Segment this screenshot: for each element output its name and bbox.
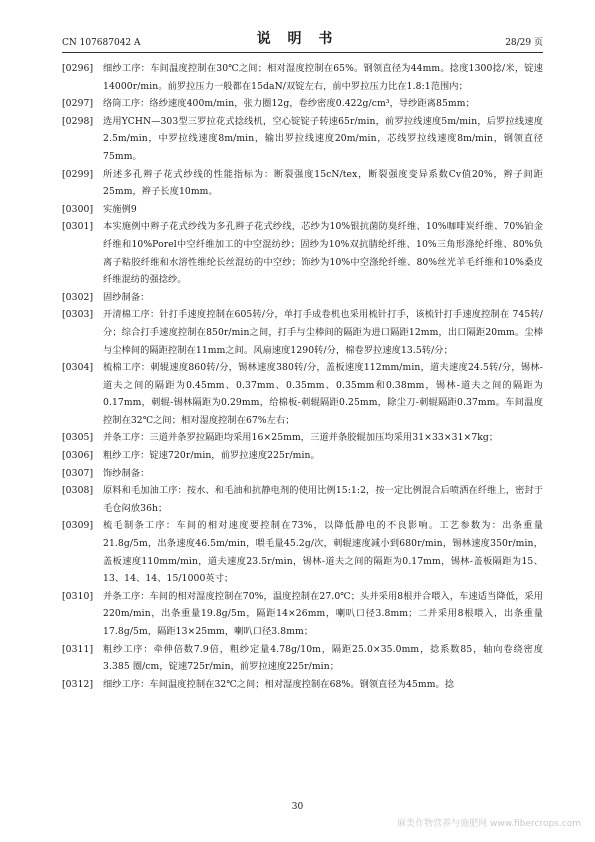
paragraph-text: 并条工序：三道并条罗拉隔距均采用16×25mm，三道并条胶辊加压均采用31×33×31×7kg； (103, 432, 499, 444)
paragraph (62, 166, 543, 201)
paragraph (62, 201, 543, 219)
paragraph-text: 梳毛制条工序：车间的相对速度要控制在73%，以降低静电的不良影响。工艺参数为：出条重量21.8g/5m，出条速度46.5m/min，喂毛量45.2g/次，刺辊速度减小到680r/min，锡林速度350r/min，盖板速度110mm/min，道夫速度23.5r/min，锡林-道夫之间的隔距为0.17mm，锡林-盖板隔距为15、13、14、14、15/1000英寸； (103, 520, 543, 585)
doc-number: CN 107687042 A (62, 38, 141, 48)
paragraph-number: [0300] (62, 203, 94, 215)
paragraph (62, 113, 543, 166)
paragraph-number: [0311] (62, 643, 94, 655)
paragraph (62, 641, 543, 676)
paragraph (62, 95, 543, 113)
footer-page-number: 30 (291, 802, 304, 812)
paragraph (62, 289, 543, 307)
paragraph-text: 固纱制备： (103, 291, 150, 303)
paragraph-text: 细纱工序：车间温度控制在30℃之间；相对湿度控制在65%。钢领直径为44mm。捻度1300捻/米，锭速14000r/min。前罗拉压力一般都在15daN/双锭左右，前中罗拉压力比在1.8:1范围内； (103, 63, 543, 92)
paragraph-number: [0309] (62, 520, 94, 532)
paragraph-text: 原料和毛加油工序：按水、和毛油和抗静电剂的使用比例15:1:2，按一定比例混合后喷洒在纤维上，密封于毛仓闷放36h； (103, 485, 543, 514)
paragraph-text: 粗纱工序：牵伸倍数7.9倍，粗纱定量4.78g/10m，隔距25.0×35.0mm，捻系数85，轴向卷绕密度3.385 圈/cm，锭速725r/min，前罗拉速度225r/min； (103, 643, 543, 673)
paragraph (62, 588, 543, 641)
paragraph (62, 465, 543, 483)
paragraph-number: [0310] (62, 590, 94, 602)
paragraph-number: [0298] (62, 115, 94, 127)
paragraph (62, 359, 543, 429)
watermark: 麻类作物营养与施肥网 www.fibercrops.com (397, 819, 581, 829)
paragraph-number: [0312] (62, 678, 94, 690)
paragraph-text: 所述多孔辫子花式纱线的性能指标为：断裂强度15cN/tex，断裂强度变异系数Cv值20%，辫子间距 25mm，辫子长度10mm。 (103, 168, 543, 198)
paragraph-text: 络筒工序：络纱速度400m/min，张力圈12g，卷纱密度0.422g/cm³，导纱距离85mm； (103, 98, 475, 110)
paragraph-text: 并条工序：车间的相对湿度控制在70%，温度控制在27.0℃；头并采用8根并合喂入，车速适当降低，采用220m/min，出条重量19.8g/5m，隔距14×26mm，喇叭口径3.8mm；二并采用8根喂入，出条重量 17.8g/5m，隔距13×25mm，喇叭口径3.8mm； (103, 590, 543, 637)
page-title: 说 明 书 (256, 31, 339, 47)
paragraph-number: [0301] (62, 221, 94, 233)
paragraph-text: 梳棉工序：刺辊速度860转/分，锡林速度380转/分，盖板速度112mm/min，道夫速度24.5转/分，锡林-道夫之间的隔距为0.45mm、0.37mm、0.35mm、0.35mm和0.38mm，锡林-道夫之间的隔距为0.17mm，刺辊-锡林隔距为0.29mm，给棉板-刺辊隔距0.25mm，除尘刀-刺辊隔距0.37mm。车间温度控制在32℃之间；相对湿度控制在67%左右； (103, 362, 543, 426)
paragraph-number: [0305] (62, 432, 94, 444)
paragraph-text: 实施例9 (103, 203, 137, 215)
paragraph-number: [0303] (62, 309, 94, 321)
paragraph-number: [0304] (62, 362, 94, 374)
paragraph (62, 429, 543, 447)
paragraph-text: 开清棉工序：针打手速度控制在605转/分，单打手成卷机也采用梳针打手，该梳针打手速度控制在 745转/分；综合打手速度控制在850r/min之间，打手与尘棒间的隔距为进口隔距12mm，出口隔距20mm。尘棒与尘棒间的隔距控制在11mm之间。风扇速度1290转/分，棉卷罗拉速度13.5转/分； (103, 309, 543, 356)
paragraph (62, 482, 543, 517)
paragraph-number: [0307] (62, 467, 94, 479)
paragraph (62, 447, 543, 465)
paragraph-number: [0306] (62, 450, 94, 462)
paragraph-number: [0302] (62, 291, 94, 303)
paragraph-text: 细纱工序：车间温度控制在32℃之间；相对湿度控制在68%。钢领直径为45mm。捻 (103, 678, 455, 690)
paragraph (62, 517, 543, 587)
paragraph (62, 218, 543, 288)
paragraph-number: [0297] (62, 98, 94, 110)
header-divider (62, 52, 543, 53)
paragraph-number: [0299] (62, 168, 94, 180)
paragraph (62, 676, 543, 694)
page-indicator: 28/29 页 (505, 38, 543, 48)
paragraph-text: 选用YCHN—303型三罗拉花式捻线机，空心锭锭子转速65r/min，前罗拉线速度5m/min，后罗拉线速度2.5m/min，中罗拉线速度8m/min，输出罗拉线速度20m/min，芯线罗拉线速度8m/min，钢领直径75mm。 (103, 115, 543, 162)
paragraph-number: [0296] (62, 63, 94, 74)
paragraph-number: [0308] (62, 485, 94, 497)
document-body (62, 60, 543, 693)
paragraph (62, 306, 543, 359)
paragraph (62, 60, 543, 95)
paragraph-text: 粗纱工序：锭速720r/min，前罗拉速度225r/min。 (103, 450, 320, 462)
paragraph-text: 饰纱制备： (103, 467, 150, 479)
paragraph-text: 本实施例中辫子花式纱线为多孔辫子花式纱线，芯纱为10%银抗菌防臭纤维、10%咖啡炭纤维、70%铂金纤维和10%Porel中空纤维加工的中空混纺纱；固纱为10%双抗腈纶纤维、10%三角形涤纶纤维、80%负离子粘胶纤维和水溶性维纶长丝混纺的中空纱；饰纱为10%中空涤纶纤维、80%丝光羊毛纤维和10%桑皮纤维混纺的强捻纱。 (103, 221, 543, 286)
